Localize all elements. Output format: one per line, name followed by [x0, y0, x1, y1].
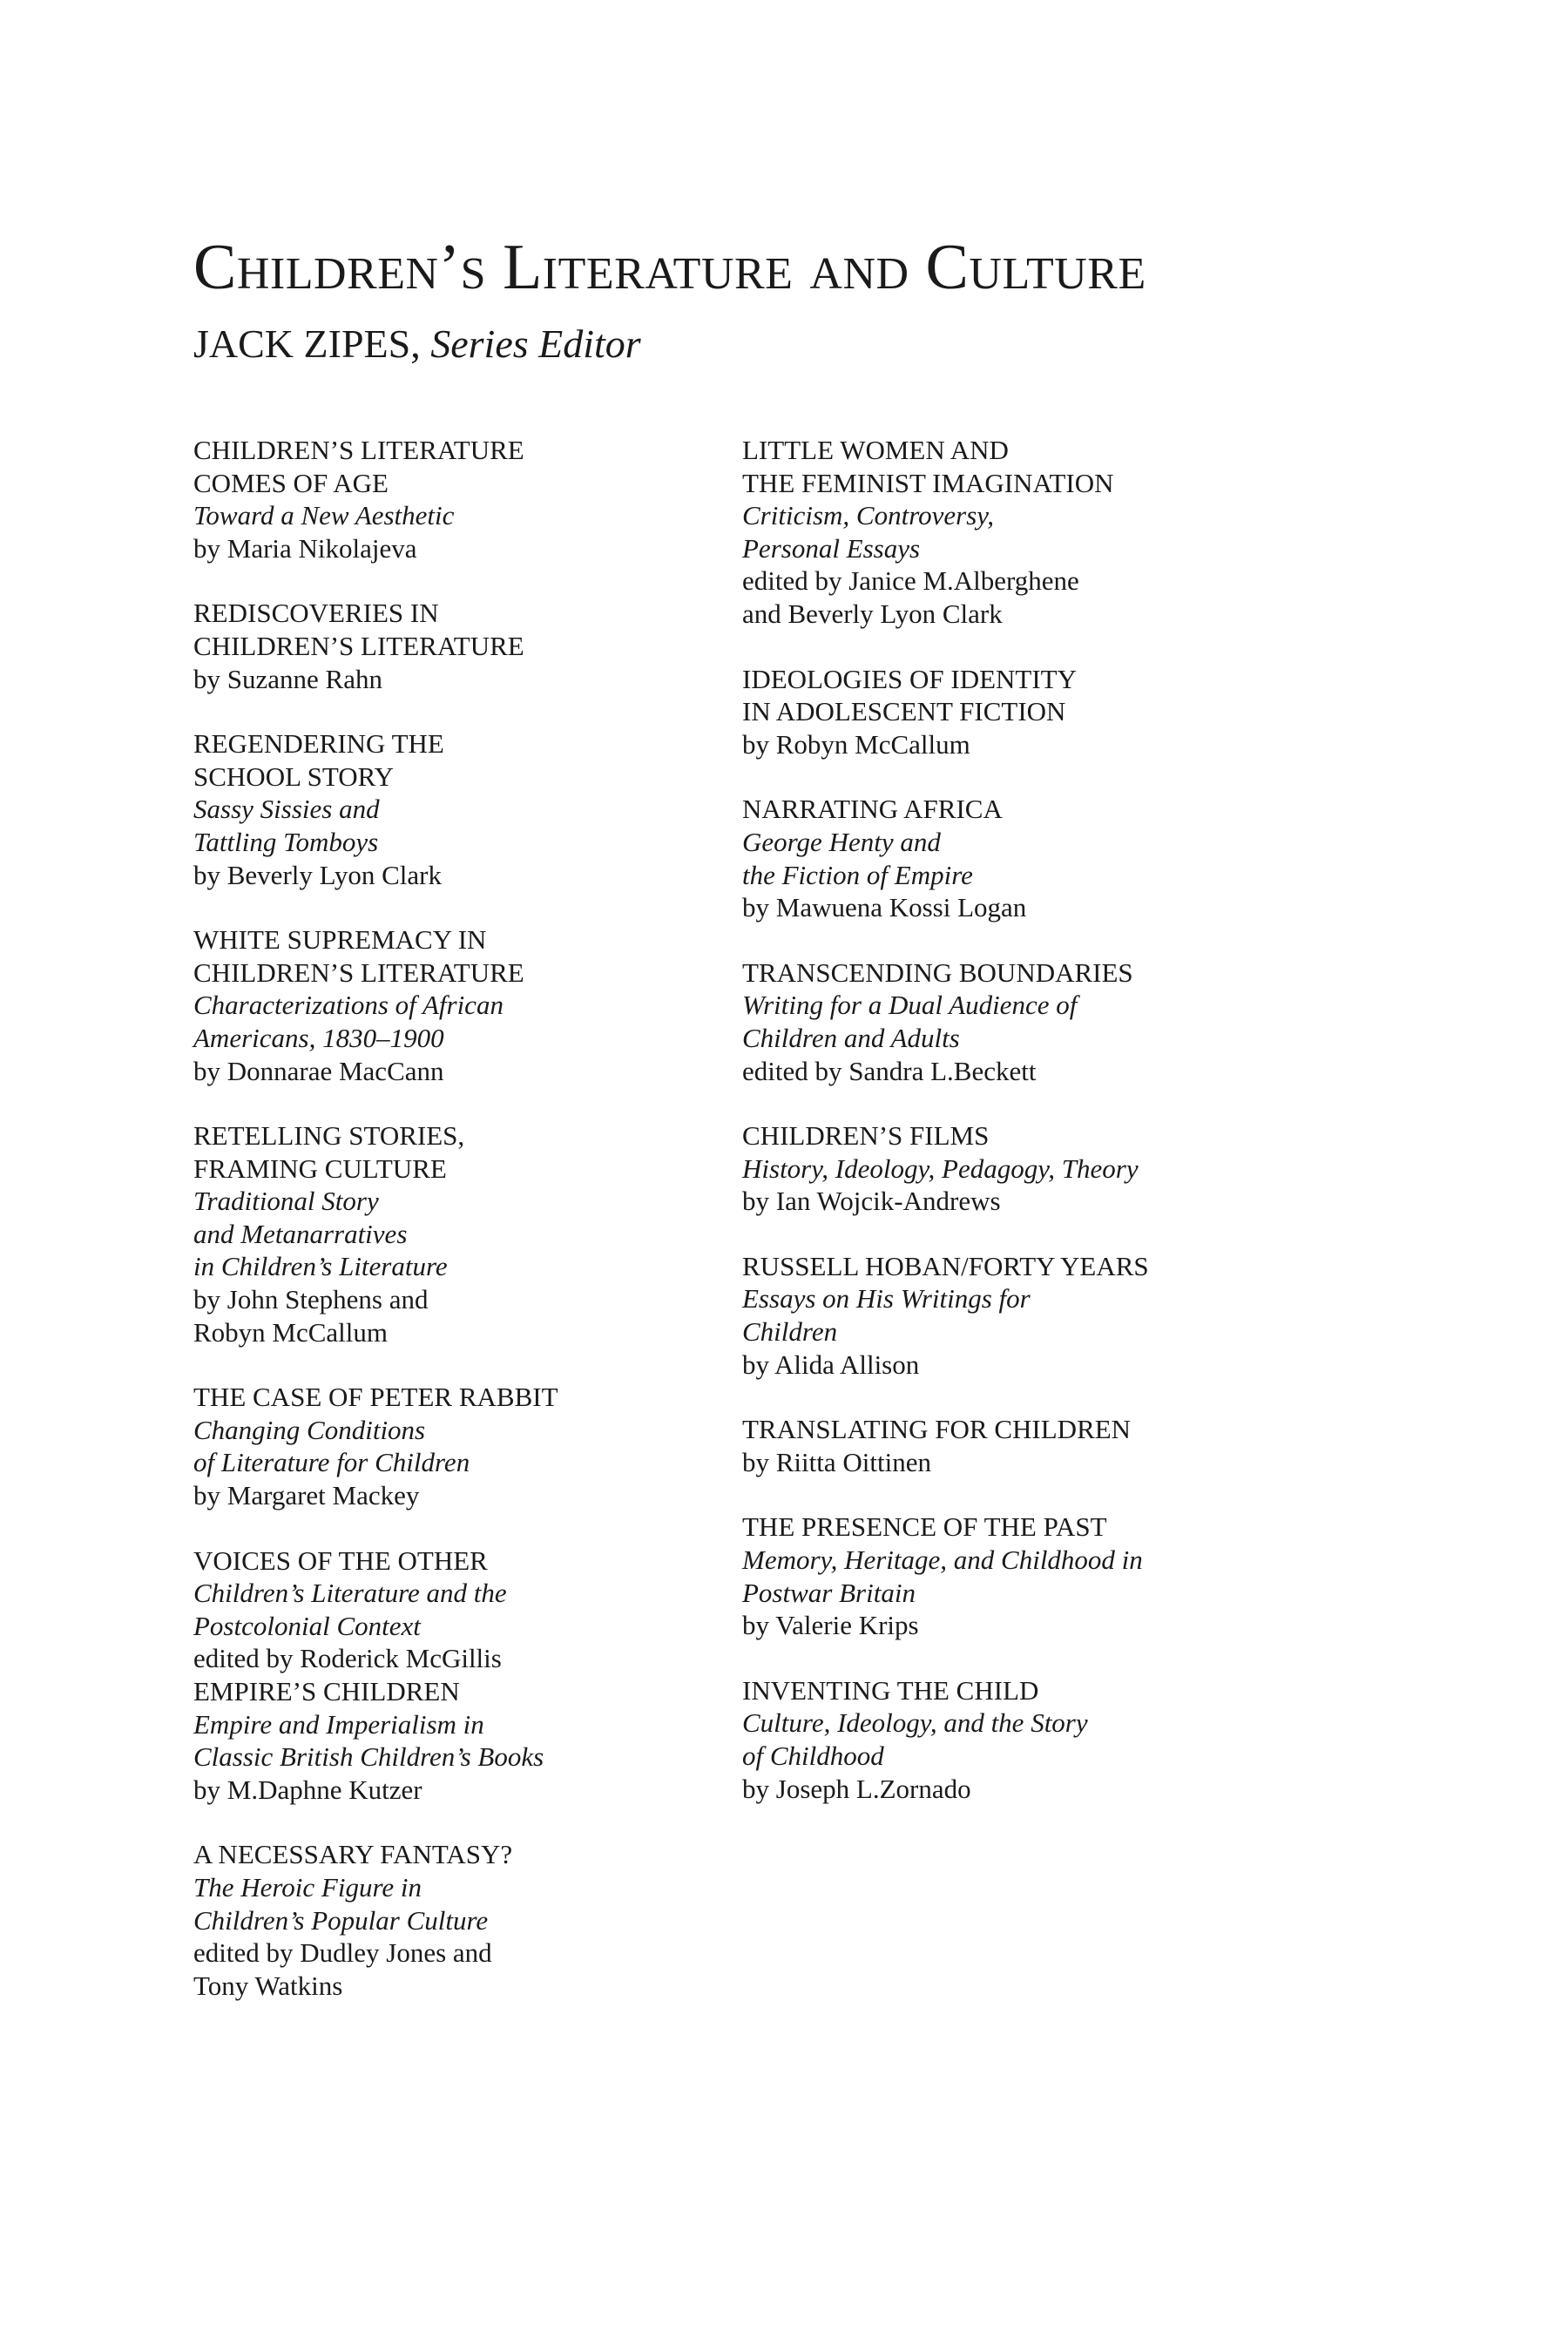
book-entry: [742, 1119, 1300, 1218]
book-entry: [742, 1413, 1300, 1478]
book-subtitle: Writing for a Dual Audience of Children and Adults: [742, 990, 1078, 1053]
book-title: TRANSCENDING BOUNDARIES: [742, 956, 1133, 988]
series-editor-name: JACK ZIPES,: [193, 321, 421, 366]
book-title: IDEOLOGIES OF IDENTITY IN ADOLESCENT FICTION: [742, 663, 1077, 727]
book-title: RUSSELL HOBAN/FORTY YEARS: [742, 1250, 1149, 1281]
book-entry: [193, 727, 751, 891]
book-title: INVENTING THE CHILD: [742, 1674, 1039, 1706]
book-credit: by Robyn McCallum: [742, 728, 970, 760]
book-subtitle: Culture, Ideology, and the Story of Childhood: [742, 1707, 1088, 1771]
book-credit: by M.Daphne Kutzer: [193, 1774, 422, 1805]
book-subtitle: George Henty and the Fiction of Empire: [742, 826, 973, 890]
book-entry: [193, 1838, 751, 2002]
book-title: A NECESSARY FANTASY?: [193, 1839, 513, 1870]
book-list-right: [742, 434, 1300, 1837]
series-editor: [193, 321, 641, 366]
series-editor-role: Series Editor: [430, 321, 641, 366]
book-credit: edited by Sandra L.Beckett: [742, 1055, 1037, 1086]
book-credit: by Maria Nikolajeva: [193, 532, 417, 564]
book-entry: [742, 1250, 1300, 1381]
book-entry: [742, 793, 1300, 923]
book-entry: [193, 923, 751, 1087]
book-credit: edited by Dudley Jones and Tony Watkins: [193, 1937, 492, 2001]
book-title: WHITE SUPREMACY IN CHILDREN’S LITERATURE: [193, 924, 524, 988]
book-entry: [742, 434, 1300, 631]
book-subtitle: Essays on His Writings for Children: [742, 1283, 1031, 1348]
book-title: NARRATING AFRICA: [742, 794, 1003, 825]
book-subtitle: Traditional Story and Metanarratives in Children’s Literature: [193, 1186, 448, 1282]
book-title: VOICES OF THE OTHER: [193, 1544, 488, 1576]
book-subtitle: Toward a New Aesthetic: [193, 500, 455, 531]
book-entry: [193, 1119, 751, 1348]
book-entry: [742, 663, 1300, 761]
book-entry: [193, 1381, 751, 1511]
book-title: TRANSLATING FOR CHILDREN: [742, 1414, 1132, 1445]
book-entry: [193, 1675, 751, 1806]
book-credit: edited by Roderick McGillis: [193, 1643, 502, 1674]
book-credit: by John Stephens and Robyn McCallum: [193, 1284, 429, 1348]
book-title: RETELLING STORIES, FRAMING CULTURE: [193, 1120, 465, 1184]
book-credit: by Margaret Mackey: [193, 1480, 420, 1511]
series-title: Children’s Literature and Culture: [193, 232, 1146, 303]
book-title: REGENDERING THE SCHOOL STORY: [193, 728, 444, 792]
book-subtitle: Criticism, Controversy, Personal Essays: [742, 500, 995, 564]
book-list-left: [193, 434, 751, 2034]
book-credit: by Alida Allison: [742, 1348, 920, 1380]
book-subtitle: Changing Conditions of Literature for Children: [193, 1414, 470, 1478]
book-entry: [193, 434, 751, 564]
book-subtitle: Sassy Sissies and Tattling Tomboys: [193, 794, 380, 857]
book-title: CHILDREN’S FILMS: [742, 1120, 990, 1152]
book-title: THE PRESENCE OF THE PAST: [742, 1511, 1107, 1543]
book-title: LITTLE WOMEN AND THE FEMINIST IMAGINATION: [742, 435, 1114, 498]
book-title: EMPIRE’S CHILDREN: [193, 1676, 460, 1707]
book-subtitle: Children’s Literature and the Postcolonial Context: [193, 1578, 507, 1641]
book-entry: [742, 956, 1300, 1087]
book-entry: [193, 597, 751, 695]
book-title: CHILDREN’S LITERATURE COMES OF AGE: [193, 435, 524, 498]
book-subtitle: The Heroic Figure in Children’s Popular Culture: [193, 1871, 489, 1936]
book-credit: by Ian Wojcik-Andrews: [742, 1186, 1001, 1217]
book-entry: [742, 1674, 1300, 1805]
book-subtitle: Characterizations of African Americans, 1830–1900: [193, 990, 504, 1053]
book-subtitle: Empire and Imperialism in Classic British Children’s Books: [193, 1708, 544, 1773]
book-credit: by Donnarae MacCann: [193, 1055, 444, 1086]
book-credit: by Joseph L.Zornado: [742, 1773, 971, 1804]
book-title: REDISCOVERIES IN CHILDREN’S LITERATURE: [193, 598, 524, 661]
book-credit: by Suzanne Rahn: [193, 663, 382, 694]
book-entry: [742, 1511, 1300, 1641]
book-entry: [193, 1544, 751, 1675]
book-title: THE CASE OF PETER RABBIT: [193, 1382, 558, 1413]
book-credit: by Mawuena Kossi Logan: [742, 892, 1027, 923]
book-credit: by Riitta Oittinen: [742, 1446, 931, 1477]
book-subtitle: Memory, Heritage, and Childhood in Postwar Britain: [742, 1544, 1143, 1608]
book-credit: edited by Janice M.Alberghene and Beverly Lyon Clark: [742, 565, 1079, 629]
book-credit: by Beverly Lyon Clark: [193, 859, 442, 890]
book-subtitle: History, Ideology, Pedagogy, Theory: [742, 1152, 1139, 1184]
book-credit: by Valerie Krips: [742, 1610, 919, 1641]
